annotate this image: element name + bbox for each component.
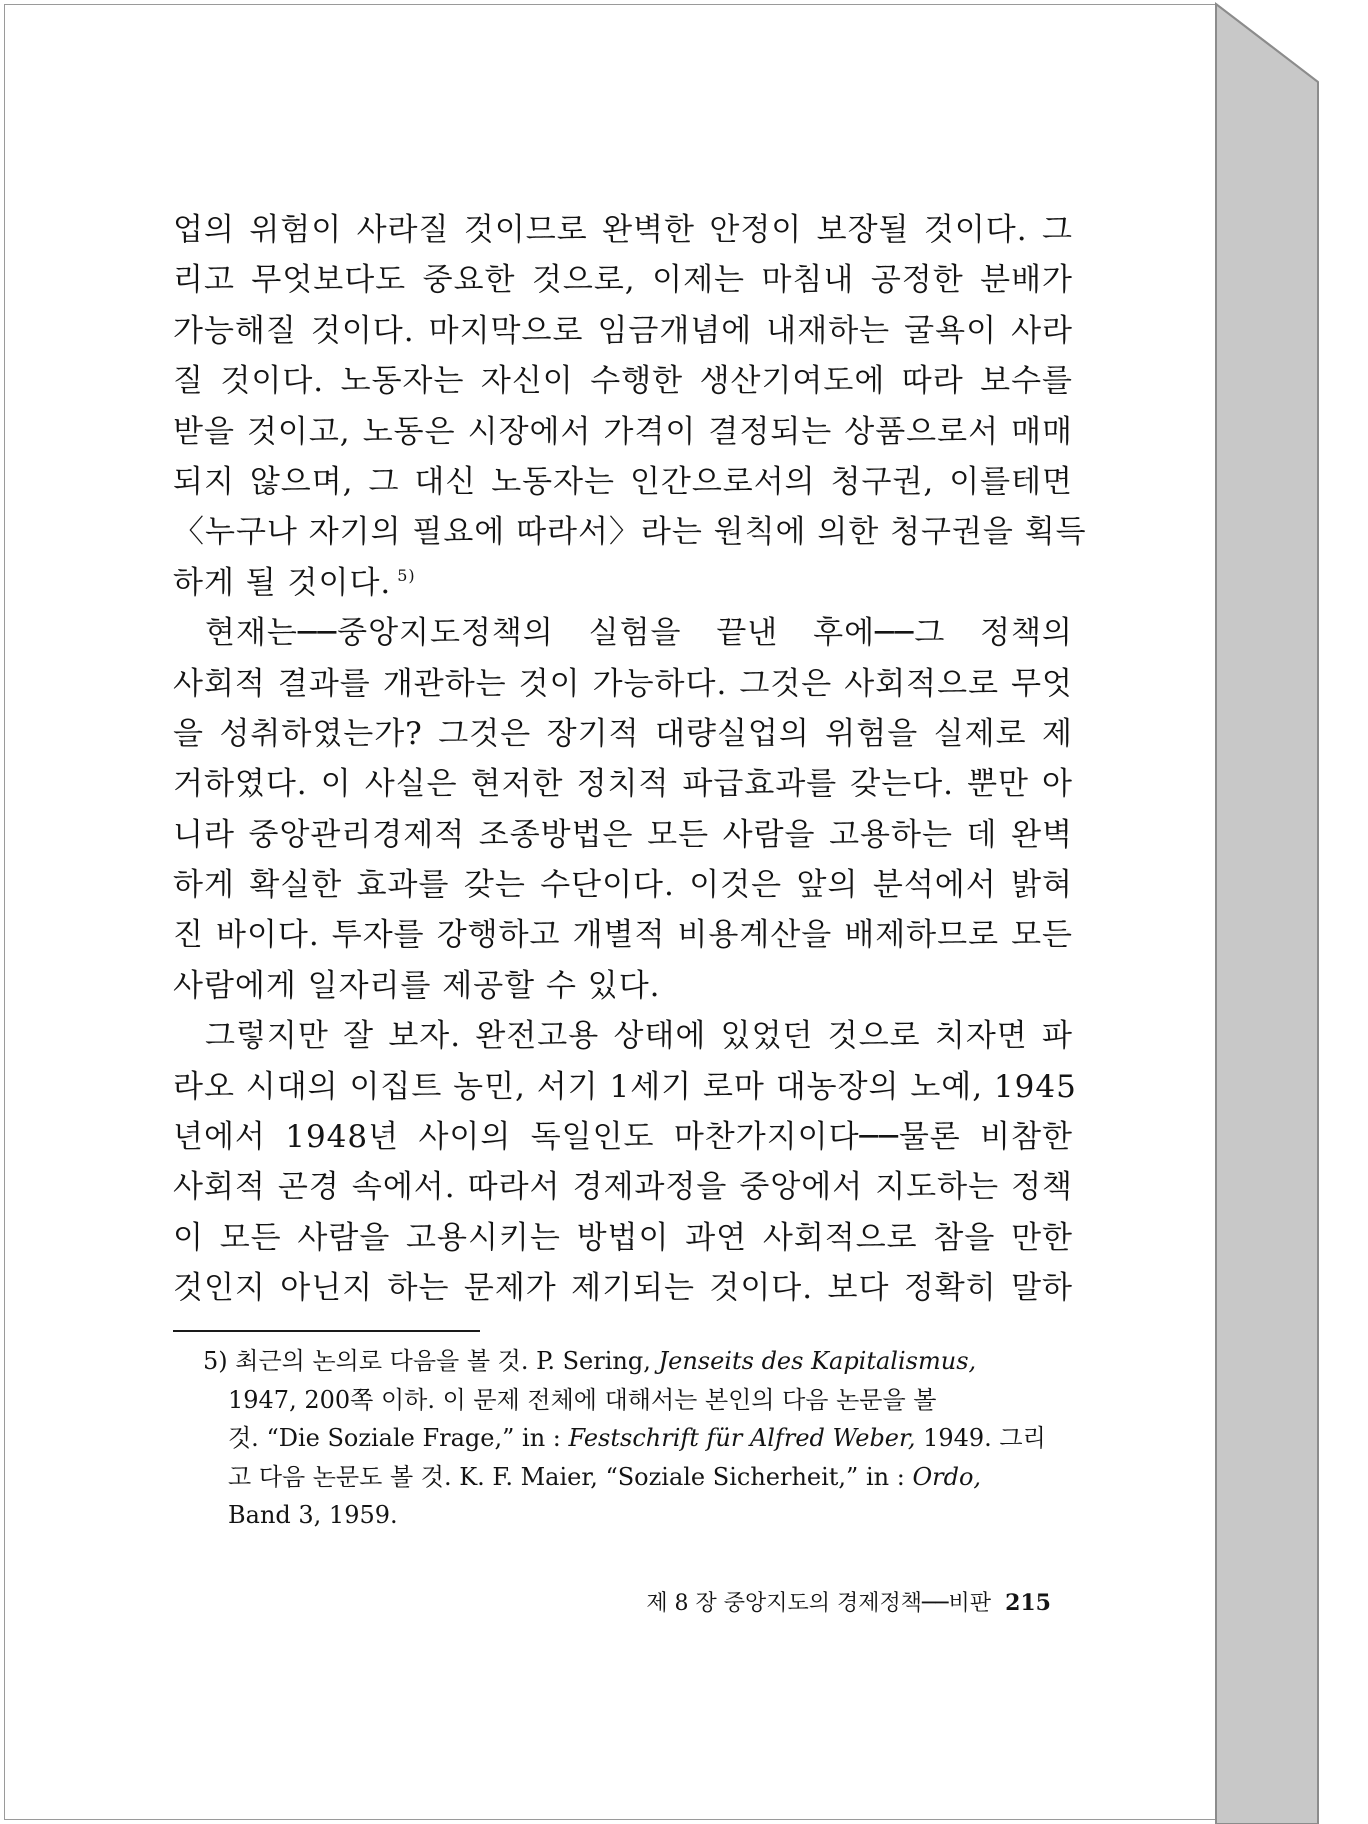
book-title: Festschrift für Alfred Weber,: [568, 1424, 916, 1452]
paragraph-start: 현재는──중앙지도정책의 실험을 끝낸 후에──그 정책의: [205, 615, 1073, 652]
journal-title: Ordo,: [912, 1462, 982, 1491]
text-line: 진 바이다. 투자를 강행하고 개별적 비용계산을 배제하므로 모든: [173, 917, 1073, 954]
text-line-content: 하게 될 것이다.: [173, 564, 392, 601]
footnote-text: 것. “Die Soziale Frage,” in :: [228, 1424, 569, 1452]
text-line: 질 것이다. 노동자는 자신이 수행한 생산기여도에 따라 보수를: [173, 363, 1073, 400]
page-number: 215: [1005, 1590, 1051, 1616]
text-line: 사람에게 일자리를 제공할 수 있다.: [173, 967, 661, 1004]
text-line: 리고 무엇보다도 중요한 것으로, 이제는 마침내 공정한 분배가: [173, 262, 1073, 299]
text-line: 하게 확실한 효과를 갖는 수단이다. 이것은 앞의 분석에서 밝혀: [173, 867, 1073, 904]
text-line: 년에서 1948년 사이의 독일인도 마찬가지이다──물론 비참한: [173, 1119, 1073, 1156]
footnote-text: 1949. 그리: [915, 1424, 1046, 1452]
text-line: 되지 않으며, 그 대신 노동자는 인간으로서의 청구권, 이를테면: [173, 463, 1073, 500]
text-line: 업의 위험이 사라질 것이므로 완벽한 안정이 보장될 것이다. 그: [173, 212, 1073, 248]
footnote-reference[interactable]: 5): [397, 566, 416, 586]
page-stack-side: [1216, 4, 1318, 1824]
text-line: 〈누구나 자기의 필요에 따라서〉라는 원칙에 의한 청구권을 획득: [173, 514, 1087, 551]
text-line: 사회적 결과를 개관하는 것이 가능하다. 그것은 사회적으로 무엇: [173, 665, 1073, 702]
text-line: 니라 중앙관리경제적 조종방법은 모든 사람을 고용하는 데 완벽: [173, 816, 1073, 853]
text-line: 을 성취하였는가? 그것은 장기적 대량실업의 위험을 실제로 제: [173, 715, 1073, 752]
text-line: 받을 것이고, 노동은 시장에서 가격이 결정되는 상품으로서 매매: [173, 413, 1073, 450]
footnote-number: 5): [203, 1347, 228, 1375]
text-line: 사회적 곤경 속에서. 따라서 경제과정을 중앙에서 지도하는 정책: [173, 1169, 1073, 1206]
text-line: 것인지 아닌지 하는 문제가 제기되는 것이다. 보다 정확히 말하: [173, 1270, 1073, 1307]
book-title: Jenseits des Kapitalismus,: [658, 1347, 977, 1375]
footnote-line: Band 3, 1959.: [228, 1501, 398, 1529]
footnote-text: 최근의 논의로 다음을 볼 것. P. Sering,: [235, 1347, 659, 1375]
paragraph-start: 그렇지만 잘 보자. 완전고용 상태에 있었던 것으로 치자면 파: [205, 1018, 1073, 1055]
text-line: 거하였다. 이 사실은 현저한 정치적 파급효과를 갖는다. 뿐만 아: [173, 766, 1073, 803]
text-line: 라오 시대의 이집트 농민, 서기 1세기 로마 대농장의 노예, 1945: [173, 1068, 1077, 1105]
text-line: 이 모든 사람을 고용시키는 방법이 과연 사회적으로 참을 만한: [173, 1219, 1073, 1256]
text-line: 가능해질 것이다. 마지막으로 임금개념에 내재하는 굴욕이 사라: [173, 312, 1073, 349]
chapter-title: 제 8 장 중앙지도의 경제정책──비판: [646, 1591, 992, 1616]
footnote-text: 고 다음 논문도 볼 것. K. F. Maier, “Soziale Sicherheit,” in :: [228, 1462, 913, 1491]
footnote-line: 1947, 200쪽 이하. 이 문제 전체에 대해서는 본인의 다음 논문을 볼: [228, 1385, 937, 1414]
